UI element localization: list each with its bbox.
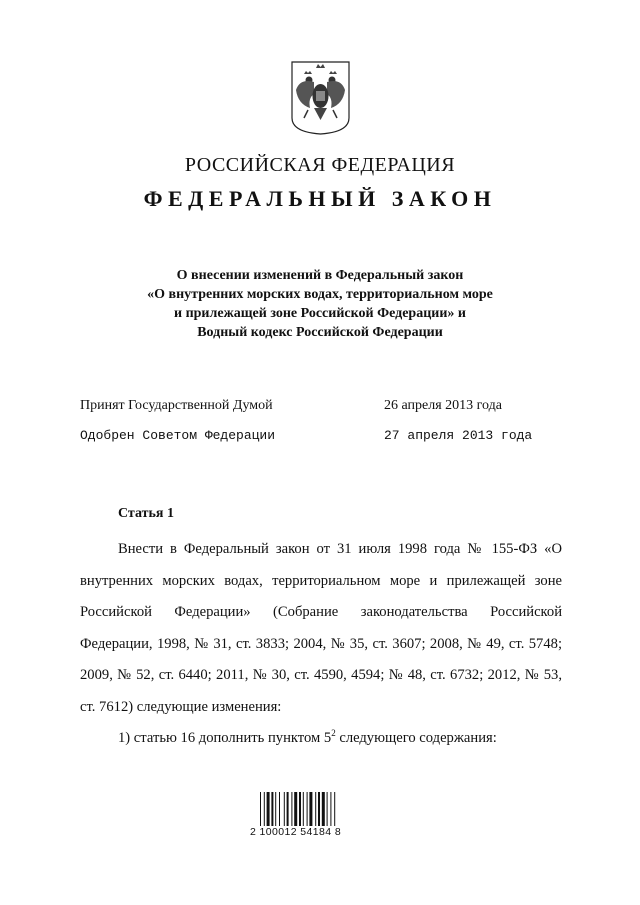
law-title-line: О внесении изменений в Федеральный закон (176, 268, 464, 283)
barcode-number: 2 100012 54184 8 (250, 826, 342, 838)
duma-adoption-date: 26 апреля 2013 года (384, 398, 502, 413)
council-approval-date: 27 апреля 2013 года (384, 428, 533, 443)
law-title-line: Водный кодекс Российской Федерации (197, 325, 443, 340)
item-text-before: 1) статью 16 дополнить пунктом 5 (118, 730, 332, 746)
article-item-1 (80, 723, 562, 755)
document-type-heading: ФЕДЕРАЛЬНЫЙ ЗАКОН (143, 186, 497, 211)
item-text-after: следующего содержания: (335, 730, 497, 746)
article-body (80, 534, 562, 755)
article-heading: Статья 1 (118, 506, 174, 521)
article-paragraph: Внести в Федеральный закон от 31 июля 1998 года № 155-ФЗ «О внутренних морских водах, территориальном море и прилежащей зоне Российской Федерации» (Собрание законодательства Российской Федерации, 1998, № 31, ст. 3833; 2004, № 35, ст. 3607; 2008, № 49, ст. 5748; 2009, № 52, ст. 6440; 2011, № 30, ст. 4590, 4594; № 48, ст. 6732; 2012, № 53, ст. 7612) следующие изменения: (80, 541, 562, 715)
law-title-line: «О внутренних морских водах, территориальном море (147, 287, 493, 302)
duma-adoption-label: Принят Государственной Думой (80, 398, 273, 413)
council-approval-label: Одобрен Советом Федерации (80, 428, 276, 443)
law-title-line: и прилежащей зоне Российской Федерации» и (174, 306, 466, 321)
barcode-icon (258, 790, 372, 828)
law-title (0, 266, 640, 342)
russian-coat-of-arms-icon (290, 60, 351, 136)
country-name: РОССИЙСКАЯ ФЕДЕРАЦИЯ (184, 154, 456, 176)
item-superscript: 2 (331, 728, 336, 739)
